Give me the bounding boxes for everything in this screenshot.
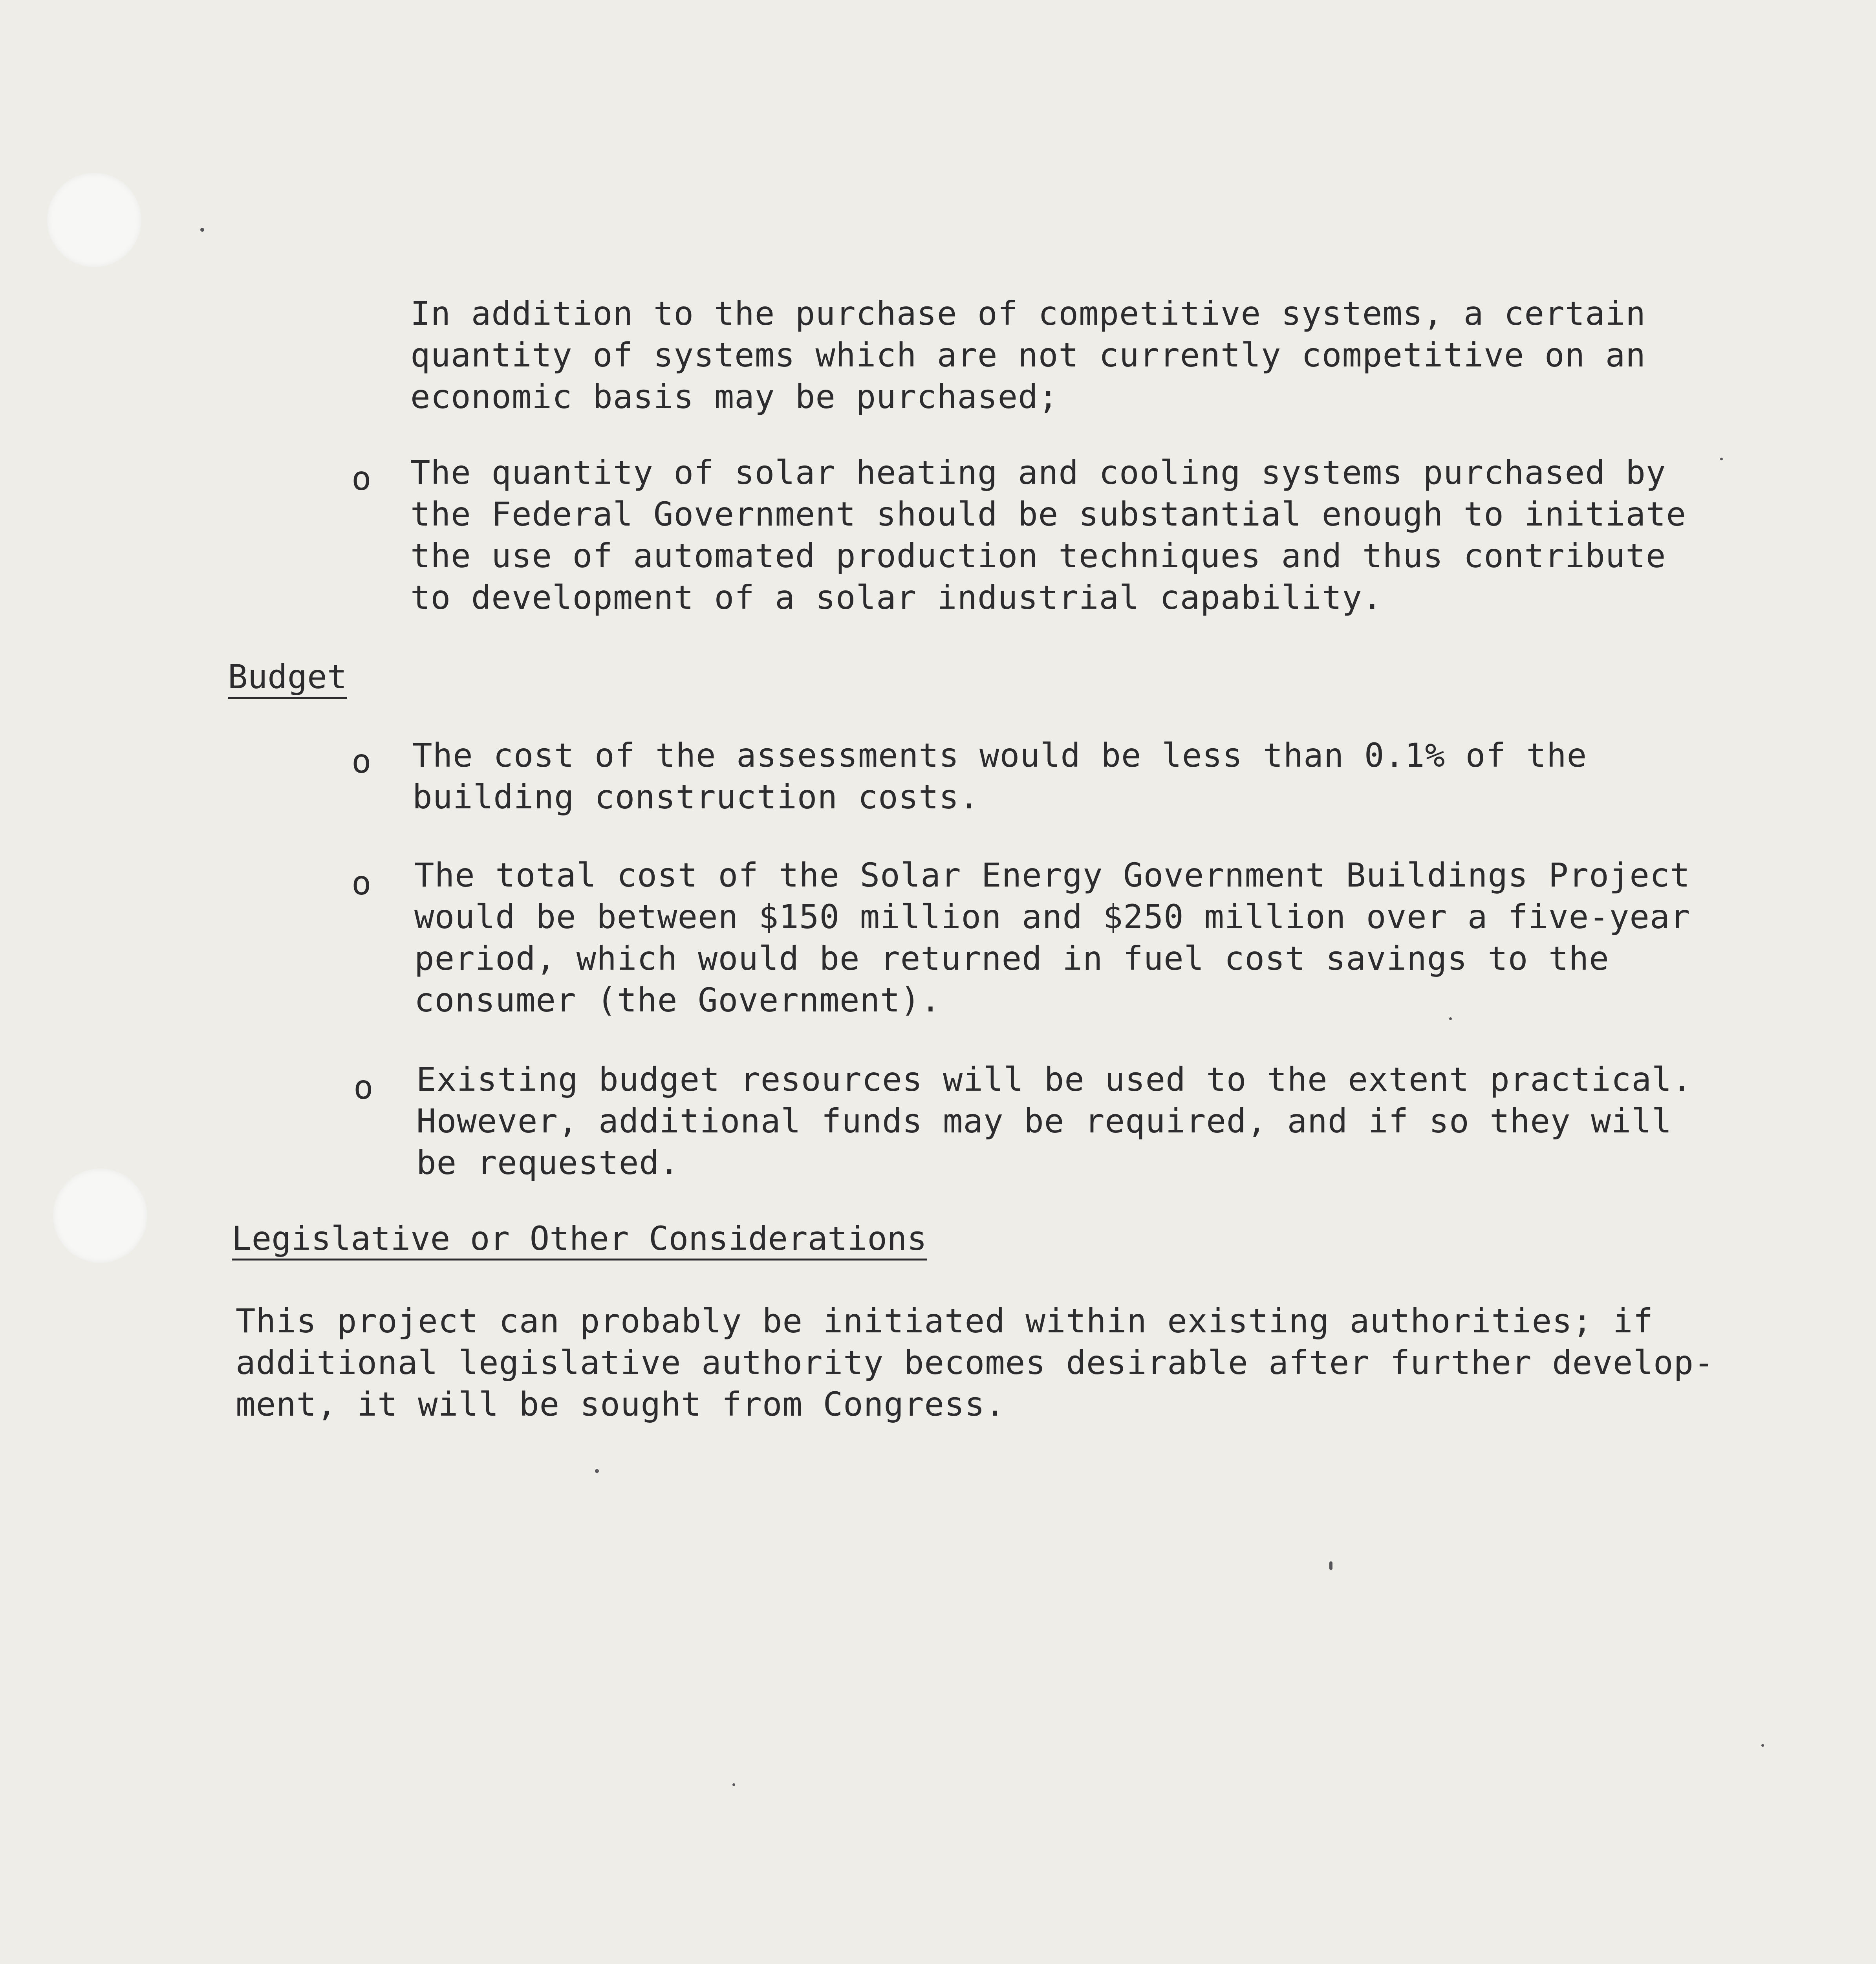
speck bbox=[595, 1469, 599, 1473]
text-line: However, additional funds may be required, and if so they will bbox=[416, 1102, 1672, 1140]
legislative-heading: Legislative or Other Considerations bbox=[232, 1219, 927, 1258]
bullet-item-existing-resources bbox=[416, 1059, 1692, 1184]
text-line: additional legislative authority becomes desirable after further develop- bbox=[236, 1343, 1714, 1382]
legislative-paragraph bbox=[236, 1300, 1714, 1425]
punch-hole-top bbox=[47, 173, 141, 267]
text-line: would be between $150 million and $250 million over a five-year bbox=[414, 898, 1691, 936]
text-line: The total cost of the Solar Energy Government Buildings Project bbox=[414, 856, 1691, 894]
speck bbox=[1761, 1744, 1764, 1747]
text-line: The quantity of solar heating and cooling systems purchased by bbox=[410, 453, 1666, 492]
text-line: consumer (the Government). bbox=[414, 981, 941, 1019]
text-line: the Federal Government should be substantial enough to initiate bbox=[410, 495, 1687, 533]
text-line: This project can probably be initiated within existing authorities; if bbox=[236, 1302, 1654, 1340]
text-line: the use of automated production techniques and thus contribute bbox=[410, 537, 1666, 575]
bullet-marker: o bbox=[353, 1068, 373, 1107]
text-line: ment, it will be sought from Congress. bbox=[236, 1385, 1005, 1424]
text-line: The cost of the assessments would be less than 0.1% of the bbox=[412, 736, 1587, 775]
speck bbox=[1720, 458, 1723, 460]
bullet-item-assessment-cost bbox=[412, 735, 1587, 818]
speck bbox=[200, 228, 204, 232]
bullet-marker: o bbox=[351, 864, 372, 902]
speck bbox=[1329, 1561, 1332, 1570]
bullet-marker: o bbox=[351, 742, 372, 780]
text-line: In addition to the purchase of competitive systems, a certain bbox=[410, 294, 1646, 333]
bullet-item-total-cost bbox=[414, 854, 1690, 1021]
budget-heading: Budget bbox=[228, 658, 347, 696]
bullet-item-production bbox=[410, 452, 1686, 618]
text-line: period, which would be returned in fuel cost savings to the bbox=[414, 939, 1609, 978]
text-line: quantity of systems which are not currently competitive on an bbox=[410, 336, 1646, 374]
text-line: Existing budget resources will be used to the extent practical. bbox=[416, 1060, 1693, 1099]
bullet-marker: o bbox=[351, 459, 372, 498]
text-line: building construction costs. bbox=[412, 778, 980, 816]
punch-hole-middle bbox=[53, 1169, 147, 1263]
text-line: to development of a solar industrial capability. bbox=[410, 578, 1383, 617]
text-line: economic basis may be purchased; bbox=[410, 377, 1059, 416]
intro-paragraph bbox=[410, 293, 1646, 418]
speck bbox=[732, 1783, 735, 1786]
text-line: be requested. bbox=[416, 1143, 680, 1182]
